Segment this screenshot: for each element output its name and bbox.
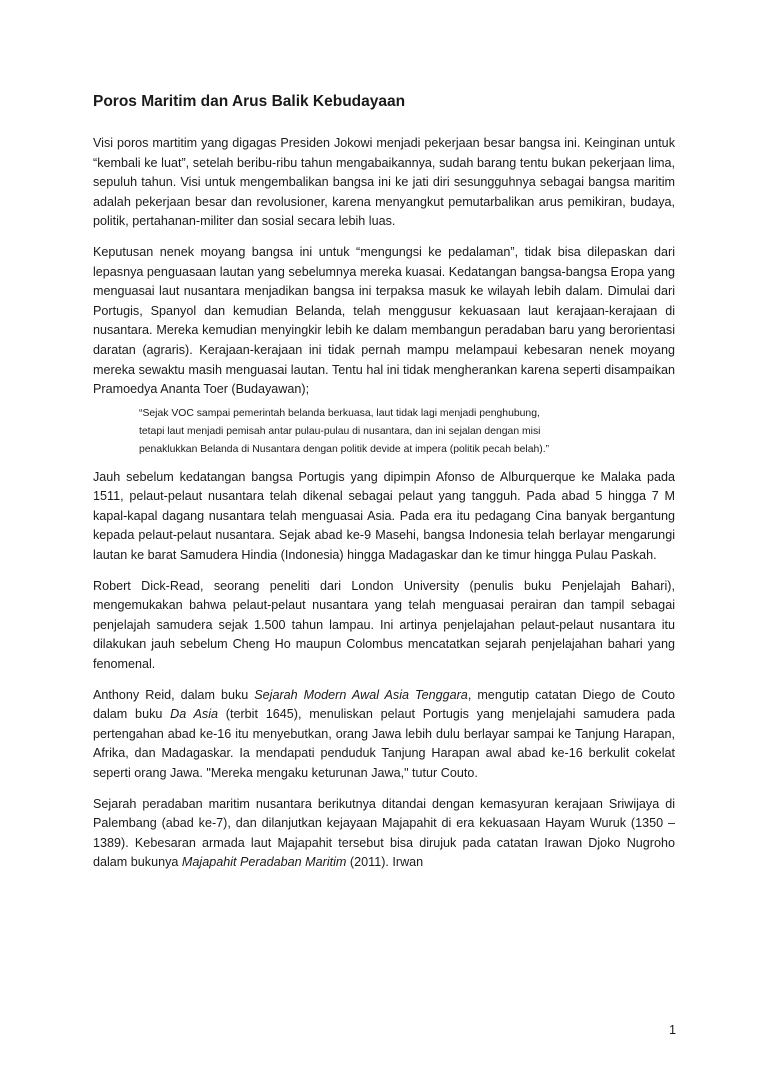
- paragraph-6-text: Sejarah peradaban maritim nusantara berikutnya ditandai dengan kemasyuran kerajaan Sriwijaya di Palembang (abad ke-7), dan dilanjutkan kejayaan Majapahit di era kekuasaan Hayam Wuruk (1350 – 1389). Kebesaran armada laut Majapahit tersebut bisa dirujuk pada catatan Irawan Djoko Nugroho dalam bukunya: [93, 796, 675, 870]
- paragraph-6: [93, 795, 675, 873]
- paragraph-5-text: (terbit 1645), menuliskan pelaut Portugis yang menjelajahi samudera pada pertengahan abad ke-16 itu menyebutkan, orang Jawa lebih dulu berlayar sampai ke Tanjung Harapan, Afrika, dan Madagaskar. Ia mendapati penduduk Tanjung Harapan awal abad ke-16 berkulit cokelat seperti orang Jawa. "Mereka mengaku keturunan Jawa," tutur Couto.: [93, 707, 676, 780]
- paragraph-5-text: Anthony Reid, dalam buku: [93, 687, 255, 702]
- paragraph-2: Keputusan nenek moyang bangsa ini untuk “mengungsi ke pedalaman”, tidak bisa dilepaskan dari lepasnya penguasaan lautan yang sebelumnya mereka kuasai. Kedatangan bangsa-bangsa Eropa yang menguasai laut nusantara menjadikan bangsa ini terpaksa masuk ke wilayah lebih dalam. Dimulai dari Portugis, Spanyol dan kemudian Belanda, telah menggusur kekuasaan laut kerajaan-kerajaan di nusantara. Mereka kemudian menyingkir lebih ke dalam membangun peradaban baru yang berorientasi daratan (agraris). Kerajaan-kerajaan ini tidak pernah mampu melampaui kebesaran nenek moyang mereka sewaktu masih menguasai lautan. Tentu hal ini tidak mengherankan karena seperti disampaikan Pramoedya Ananta Toer (Budayawan);: [93, 244, 675, 397]
- paragraph-1: Visi poros martitim yang digagas Presiden Jokowi menjadi pekerjaan besar bangsa ini. Keinginan untuk “kembali ke luat”, setelah beribu-ribu tahun mengabaikannya, sudah barang tentu bukan pekerjaan lima, sepuluh tahun. Visi untuk mengembalikan bangsa ini ke jati diri sesungguhnya sebagai bangsa maritim adalah pekerjaan besar dan revolusioner, karena menyangkut pemutarbalikan arus pemikiran, budaya, politik, pertahanan-militer dan sosial secara lebih luas.: [93, 136, 675, 229]
- book-title: Sejarah Modern Awal Asia Tenggara: [254, 687, 468, 702]
- paragraph-5: [93, 686, 675, 784]
- paragraph-4: Robert Dick-Read, seorang peneliti dari London University (penulis buku Penjelajah Bahari), mengemukakan bahwa pelaut-pelaut nusantara yang telah menguasai perairan dan tampil sebagai penjelajah samudera sejak 1.500 tahun lampau. Ini artinya penjelajahan pelaut-pelaut nusantara itu dilakukan jauh sebelum Cheng Ho maupun Colombus mencatatkan sejarah penjelajahan bahari yang fenomenal.: [93, 578, 675, 671]
- quote-line: tetapi laut menjadi pemisah antar pulau-pulau di nusantara, dan ini sejalan dengan misi: [139, 426, 541, 438]
- page-number: 1: [668, 1023, 676, 1037]
- paragraph-6-text: (2011). Irwan: [346, 855, 424, 870]
- block-quote: [139, 405, 639, 460]
- paragraph-3: Jauh sebelum kedatangan bangsa Portugis yang dipimpin Afonso de Alburquerque ke Malaka pada 1511, pelaut-pelaut nusantara telah dikenal sebagai pelaut yang tangguh. Pada abad 5 hingga 7 M kapal-kapal dagang nusantara telah menguasai Asia. Pada era itu pedagang Cina banyak bergantung kepada pelaut-pelaut nusantara. Sejak abad ke-9 Masehi, bangsa Indonesia telah berlayar mengarungi lautan ke barat Samudera Hindia (Indonesia) hingga Madagaskar dan ke timur hingga Pulau Paskah.: [93, 469, 675, 562]
- page-title: Poros Maritim dan Arus Balik Kebudayaan: [93, 93, 406, 110]
- document-page: [93, 92, 675, 884]
- quote-line: “Sejak VOC sampai pemerintah belanda berkuasa, laut tidak lagi menjadi penghubung,: [139, 407, 540, 419]
- book-title: Da Asia: [170, 707, 219, 722]
- quote-line: penaklukkan Belanda di Nusantara dengan politik devide at impera (politik pecah belah).”: [139, 444, 550, 456]
- book-title: Majapahit Peradaban Maritim: [181, 855, 347, 870]
- paragraph-5-text: , mengutip catatan Diego de Couto dalam buku: [93, 687, 675, 722]
